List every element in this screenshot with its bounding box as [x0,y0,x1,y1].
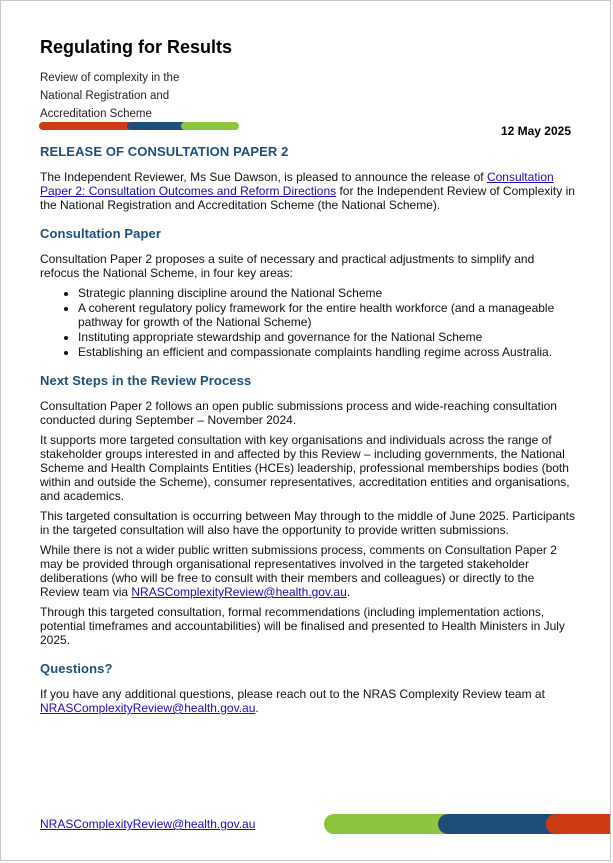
list-item: • Establishing an efficient and compassionate complaints handling regime across Australia. [78,345,575,359]
subtitle-line: Review of complexity in the [40,72,180,84]
next-steps-heading: Next Steps in the Review Process [40,373,252,388]
page-title: Regulating for Results [40,37,233,57]
subtitle-line: National Registration and [40,90,170,102]
footer-accent-bar-green [324,814,454,834]
next-steps-paragraph: Consultation Paper 2 follows an open public submissions process and wide-reaching consultation conducted during September – November 2024. [40,399,557,427]
next-steps-paragraph: Through this targeted consultation, formal recommendations (including implementation actions, potential timeframes and accountabilities) will be finalised and presented to Health Ministers in July 2025. [40,605,565,647]
footer-email-link[interactable]: NRASComplexityReview@health.gov.au [40,817,256,831]
consultation-paper-heading: Consultation Paper [40,226,161,241]
next-steps-paragraph: It supports more targeted consultation with key organisations and individuals across the range of stakeholder groups interested in and affected by this Review – including governments, the National Scheme and Health Complaints Entities (HCEs) leadership, professional memberships bodies (both within and outside the Scheme), consumer representatives, accreditation entities and organisations, and academics. [40,433,570,503]
intro-text: for the Independent Review of Complexity in the National Registration and Accreditation Scheme (the National Scheme). [40,184,575,212]
paragraph-text: While there is not a wider public written submissions process, comments on Consultation Paper 2 may be provided through organisational representatives involved in the targeted stakeholder deliberations (who will be free to consult with their members and colleagues) or directly to the Review team via [40,543,557,599]
intro-text: The Independent Reviewer, Ms Sue Dawson, is pleased to announce the release of [40,170,487,184]
page-subtitle [40,69,210,123]
review-email-link[interactable]: NRASComplexityReview@health.gov.au [131,585,347,599]
document-body [40,144,575,721]
list-item: • Strategic planning discipline around the National Scheme [78,286,575,300]
paragraph-text: If you have any additional questions, please reach out to the NRAS Complexity Review team at [40,687,545,701]
subtitle-line: Accreditation Scheme [40,108,152,120]
next-steps-paragraph [40,543,575,599]
next-steps-paragraph: This targeted consultation is occurring between May through to the middle of June 2025. Participants in the targeted consultation will also have the opportunity to provide written submissions. [40,509,575,537]
paragraph-text: . [346,585,351,599]
questions-heading: Questions? [40,661,113,676]
header-accent-bar-navy [127,122,187,130]
footer-accent-bar-red [546,814,611,834]
consultation-paper-intro: Consultation Paper 2 proposes a suite of necessary and practical adjustments to simplify and refocus the National Scheme, in four key areas: [40,252,535,280]
header-accent-bar-green [181,122,239,130]
release-date: 12 May 2025 [500,124,571,138]
key-areas-list [40,286,575,359]
questions-paragraph [40,687,575,715]
release-intro [40,170,575,212]
paragraph-text: . [255,701,259,715]
questions-email-link[interactable]: NRASComplexityReview@health.gov.au [40,701,256,715]
release-heading: RELEASE OF CONSULTATION PAPER 2 [40,144,289,159]
header-accent-bar-red [39,122,133,130]
list-item: • Instituting appropriate stewardship and governance for the National Scheme [78,330,575,344]
consultation-paper-link[interactable]: Consultation Paper 2: Consultation Outcomes and Reform Directions [40,170,554,198]
list-item: • A coherent regulatory policy framework for the entire health workforce (and a manageable pathway for growth of the National Scheme) [78,301,575,329]
